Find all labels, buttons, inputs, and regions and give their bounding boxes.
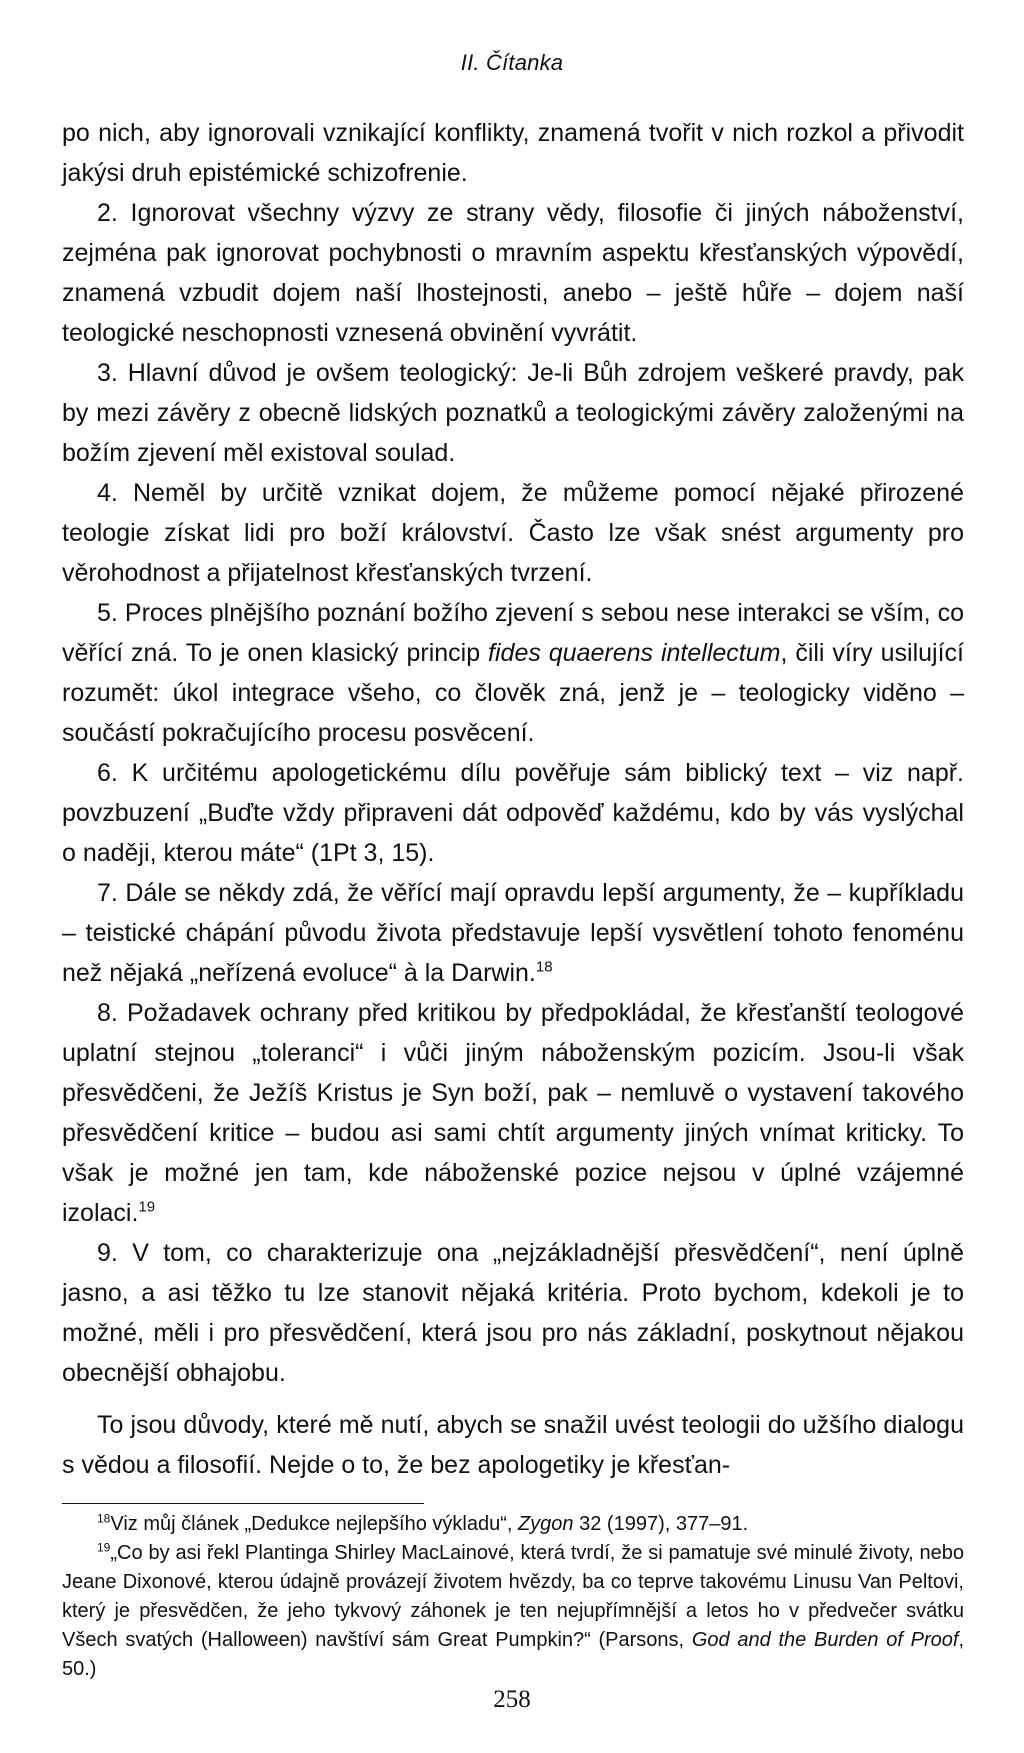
paragraph-text: 7. Dále se někdy zdá, že věřící mají opravdu lepší argumenty, že – kupříkladu – teistické chápání původu života představuje lepší vysvětlení tohoto fenoménu než nějaká „neřízená evoluce“ à la Darwin. [62, 879, 964, 987]
body-text [62, 113, 964, 1485]
paragraph-point-6: 6. K určitému apologetickému dílu pověřuje sám biblický text – viz např. povzbuzení „Buďte vždy připraveni dát odpověď každému, kdo by vás vyslýchal o naději, kterou máte“ (1Pt 3, 15). [62, 759, 964, 867]
footnote-text: „Co by asi řekl Plantinga Shirley MacLainové, která tvrdí, že si pamatuje své minulé životy, nebo Jeane Dixonové, kterou údajně provázejí životem hvězdy, ba co teprve takovému Linusu Van Peltovi, který je přesvědčen, že jeho tykvový záhonek je ten nejupřímnější a letos ho v předvečer svátku Všech svatých (Halloween) navštíví sám Great Pumpkin?“ (Parsons, [62, 1542, 964, 1651]
footnote-reference[interactable]: 18 [535, 958, 553, 976]
paragraph-point-8 [62, 993, 964, 1233]
page-number: 258 [493, 1686, 531, 1713]
paragraph-point-5 [62, 593, 964, 753]
journal-title: Zygon [517, 1513, 574, 1535]
paragraph-text: 5. Proces plnějšího poznání božího zjevení s sebou nese interakci se vším, co věřící zná. To je onen klasický princip [62, 599, 964, 667]
paragraph-point-4: 4. Neměl by určitě vznikat dojem, že můžeme pomocí nějaké přirozené teologie získat lidi pro boží království. Často lze však snést argumenty pro věrohodnost a přijatelnost křesťanských tvrzení. [62, 479, 964, 587]
footnote-18 [62, 1510, 964, 1539]
paragraph-text: 8. Požadavek ochrany před kritikou by předpokládal, že křesťanští teologové uplatní stejnou „toleranci“ i vůči jiným náboženským pozicím. Jsou-li však přesvědčeni, že Ježíš Kristus je Syn boží, pak – nemluvě o vystavení takového přesvědčení kritice – budou asi sami chtít argumenty jiných vnímat kriticky. To však je možné jen tam, kde náboženské pozice nejsou v úplné vzájemné izolaci. [62, 999, 964, 1227]
paragraph-point-7 [62, 873, 964, 993]
footnote-number: 19 [97, 1540, 111, 1555]
paragraph-text: , čili víry usilující rozumět: úkol integrace všeho, co člověk zná, jenž je – teologicky viděno – součástí pokračujícího procesu posvěcení. [62, 639, 964, 747]
footnote-separator [62, 1503, 424, 1504]
footnote-text: 32 (1997), 377–91. [573, 1513, 749, 1535]
paragraph-conclusion: To jsou důvody, které mě nutí, abych se snažil uvést teologii do užšího dialogu s vědou a filosofií. Nejde o to, že bez apologetiky je křesťan- [62, 1411, 964, 1479]
paragraph-point-2: 2. Ignorovat všechny výzvy ze strany vědy, filosofie či jiných náboženství, zejména pak ignorovat pochybnosti o mravním aspektu křesťanských výpovědí, znamená vzbudit dojem naší lhostejnosti, anebo – ještě hůře – dojem naší teologické neschopnosti vznesená obvinění vyvrátit. [62, 199, 964, 347]
footnotes [62, 1510, 964, 1684]
footnote-text: Viz můj článek „Dedukce nejlepšího výkladu“, [110, 1513, 518, 1535]
footnote-number: 18 [97, 1511, 111, 1526]
paragraph-point-3: 3. Hlavní důvod je ovšem teologický: Je-li Bůh zdrojem veškeré pravdy, pak by mezi závěry z obecně lidských poznatků a teologickými závěry založenými na božím zjevení měl existoval soulad. [62, 359, 964, 467]
book-title: God and the Burden of Proof [691, 1629, 959, 1651]
footnote-reference[interactable]: 19 [138, 1198, 156, 1216]
paragraph-continuation: po nich, aby ignorovali vznikající konflikty, znamená tvořit v nich rozkol a přivodit jakýsi druh epistémické schizofrenie. [62, 119, 964, 187]
footnote-19 [62, 1539, 964, 1684]
running-head: II. Čítanka [460, 50, 564, 75]
footnote-text: , 50.) [62, 1629, 965, 1680]
paragraph-point-9: 9. V tom, co charakterizuje ona „nejzákladnější přesvědčení“, není úplně jasno, a asi těžko tu lze stanovit nějaká kritéria. Proto bychom, kdekoli je to možné, měli i pro přesvědčení, která jsou pro nás základní, poskytnout nějakou obecnější obhajobu. [62, 1239, 964, 1387]
latin-phrase: fides quaerens intellectum [488, 639, 781, 667]
